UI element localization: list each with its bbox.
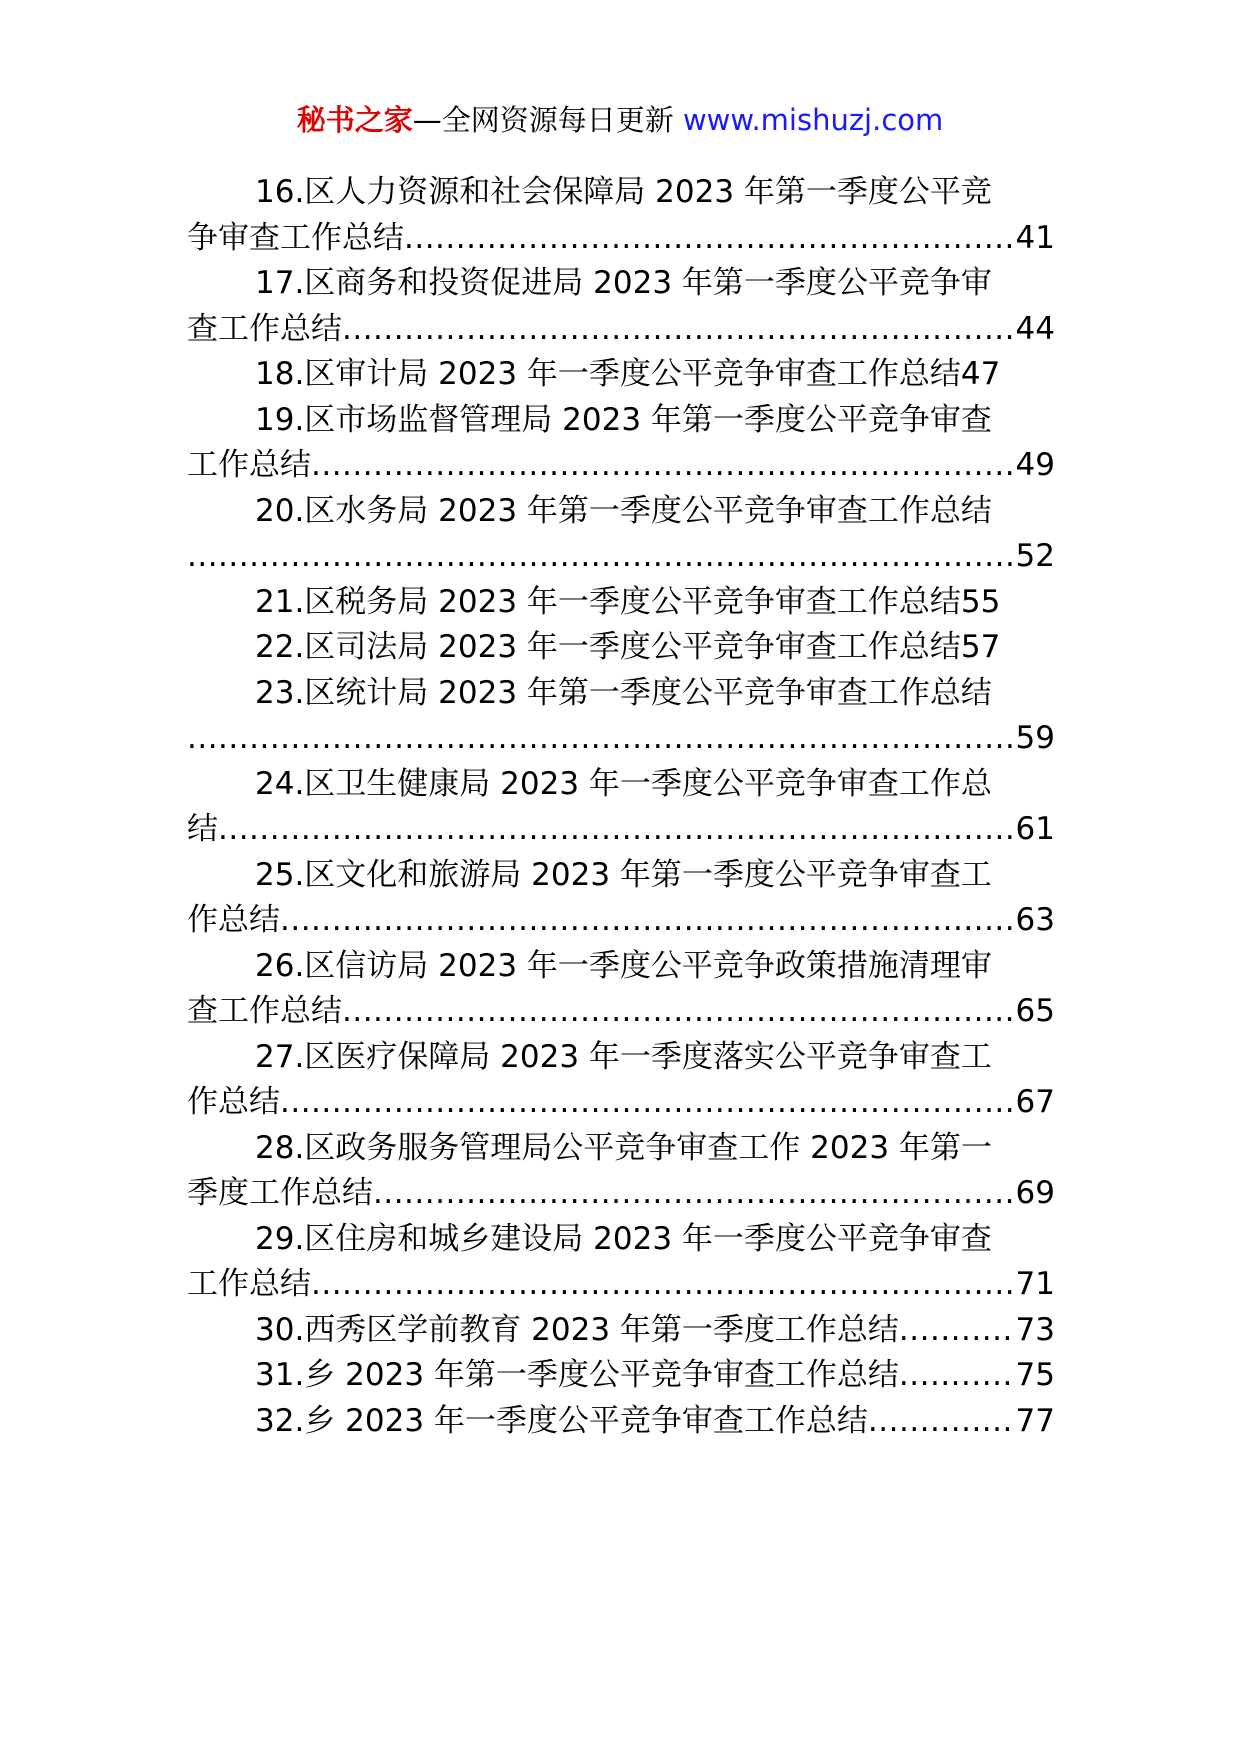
toc-dot-leader [373,1171,1016,1217]
toc-entry-text: 结 [187,811,218,847]
toc-entry-text: 32.乡 2023 年一季度公平竞争审查工作总结 [255,1402,868,1439]
toc-entry-text: 16.区人力资源和社会保障局 2023 年第一季度公平竞 [255,174,992,210]
toc-page-number: 55 [960,583,1001,620]
toc-line[interactable] [187,1171,1055,1217]
toc-entry-text: 21.区税务局 2023 年一季度公平竞争审查工作总结 [255,583,961,620]
toc-dot-leader [311,1262,1016,1308]
toc-line[interactable] [187,1217,1055,1263]
toc-entry-text: 查工作总结 [187,310,342,347]
toc-entry-text: 作总结 [187,902,280,938]
toc-entry-text: 23.区统计局 2023 年第一季度公平竞争审查工作总结 [255,674,992,711]
toc-line[interactable] [187,1353,1055,1399]
toc-entry-text: 22.区司法局 2023 年一季度公平竞争审查工作总结 [255,629,961,665]
toc-entry-text: 28.区政务服务管理局公平竞争审查工作 2023 年第一 [255,1129,992,1166]
toc-entry-text: 25.区文化和旅游局 2023 年第一季度公平竞争审查工 [255,856,992,893]
toc-dot-leader [342,989,1016,1035]
toc-line[interactable] [187,580,1055,626]
toc-line[interactable] [187,989,1055,1035]
toc-line[interactable] [187,1035,1055,1081]
toc-entry-text: 18.区审计局 2023 年一季度公平竞争审查工作总结 [255,356,961,392]
toc-entry-text: 27.区医疗保障局 2023 年一季度落实公平竞争审查工 [255,1038,992,1075]
toc-dot-leader [280,898,1016,944]
toc-line[interactable] [187,1262,1055,1308]
toc-page-number: 41 [1015,219,1055,256]
toc-dot-leader [218,807,1016,853]
toc-page-number: 75 [1015,1357,1055,1393]
toc-line[interactable] [187,807,1055,853]
header-tagline: —全网资源每日更新 [412,103,674,137]
toc-line[interactable] [187,853,1055,899]
toc-page-number: 77 [1015,1402,1055,1439]
toc-dot-leader [187,534,1016,580]
toc-dot-leader [187,716,1016,762]
toc-line[interactable] [187,1080,1055,1126]
toc-line[interactable] [187,170,1055,216]
toc-entry-text: 工作总结 [187,1266,311,1302]
toc-line[interactable] [187,671,1055,717]
toc-entry-text: 季度工作总结 [187,1175,373,1211]
toc-line[interactable] [187,443,1055,489]
toc-entry-text: 查工作总结 [187,993,342,1029]
toc-line[interactable] [187,216,1055,262]
toc-entry-text: 工作总结 [187,447,311,483]
toc-entry-text: 20.区水务局 2023 年第一季度公平竞争审查工作总结 [255,492,992,529]
toc-page-number: 49 [1015,447,1055,483]
toc-line[interactable] [187,944,1055,990]
toc-line[interactable] [187,352,1055,398]
toc-line[interactable] [187,1126,1055,1172]
toc-entry-text: 29.区住房和城乡建设局 2023 年一季度公平竞争审查 [255,1220,992,1257]
toc-page-number: 44 [1015,310,1055,347]
toc-dot-leader [868,1399,1016,1445]
toc-dot-leader [404,216,1016,262]
toc-page-number: 63 [1015,902,1055,938]
table-of-contents [187,170,1055,1444]
toc-line[interactable] [187,1308,1055,1354]
toc-entry-text: 30.西秀区学前教育 2023 年第一季度工作总结 [255,1311,899,1348]
toc-page-number: 59 [1015,720,1055,756]
toc-line[interactable] [187,489,1055,535]
toc-line[interactable] [187,534,1055,580]
toc-entry-text: 26.区信访局 2023 年一季度公平竞争政策措施清理审 [255,947,992,984]
toc-entry-text: 争审查工作总结 [187,219,404,256]
toc-dot-leader [311,443,1016,489]
toc-dot-leader [899,1353,1016,1399]
brand-name: 秘书之家 [296,103,413,137]
toc-page-number: 47 [960,356,1001,392]
toc-line[interactable] [187,762,1055,808]
site-url-link[interactable]: www.mishuzj.com [682,103,944,137]
toc-line[interactable] [187,1399,1055,1445]
toc-dot-leader [342,307,1016,353]
toc-line[interactable] [187,898,1055,944]
toc-dot-leader [899,1308,1016,1354]
toc-page-number: 67 [1015,1084,1055,1120]
toc-page-number: 65 [1015,993,1055,1029]
toc-page-number: 69 [1015,1175,1055,1211]
toc-line[interactable] [187,307,1055,353]
toc-entry-text: 19.区市场监督管理局 2023 年第一季度公平竞争审查 [255,401,992,438]
toc-line[interactable] [187,261,1055,307]
toc-page-number: 52 [1015,538,1055,574]
toc-entry-text: 24.区卫生健康局 2023 年一季度公平竞争审查工作总 [255,765,992,802]
page-header [0,100,1240,140]
toc-dot-leader [280,1080,1016,1126]
toc-entry-text: 31.乡 2023 年第一季度公平竞争审查工作总结 [255,1357,899,1393]
toc-entry-text: 17.区商务和投资促进局 2023 年第一季度公平竞争审 [255,265,992,301]
toc-page-number: 57 [960,629,1001,665]
toc-line[interactable] [187,625,1055,671]
toc-page-number: 71 [1015,1266,1055,1302]
toc-page-number: 61 [1015,811,1055,847]
toc-line[interactable] [187,716,1055,762]
toc-page-number: 73 [1015,1311,1055,1348]
toc-entry-text: 作总结 [187,1084,280,1120]
toc-line[interactable] [187,398,1055,444]
